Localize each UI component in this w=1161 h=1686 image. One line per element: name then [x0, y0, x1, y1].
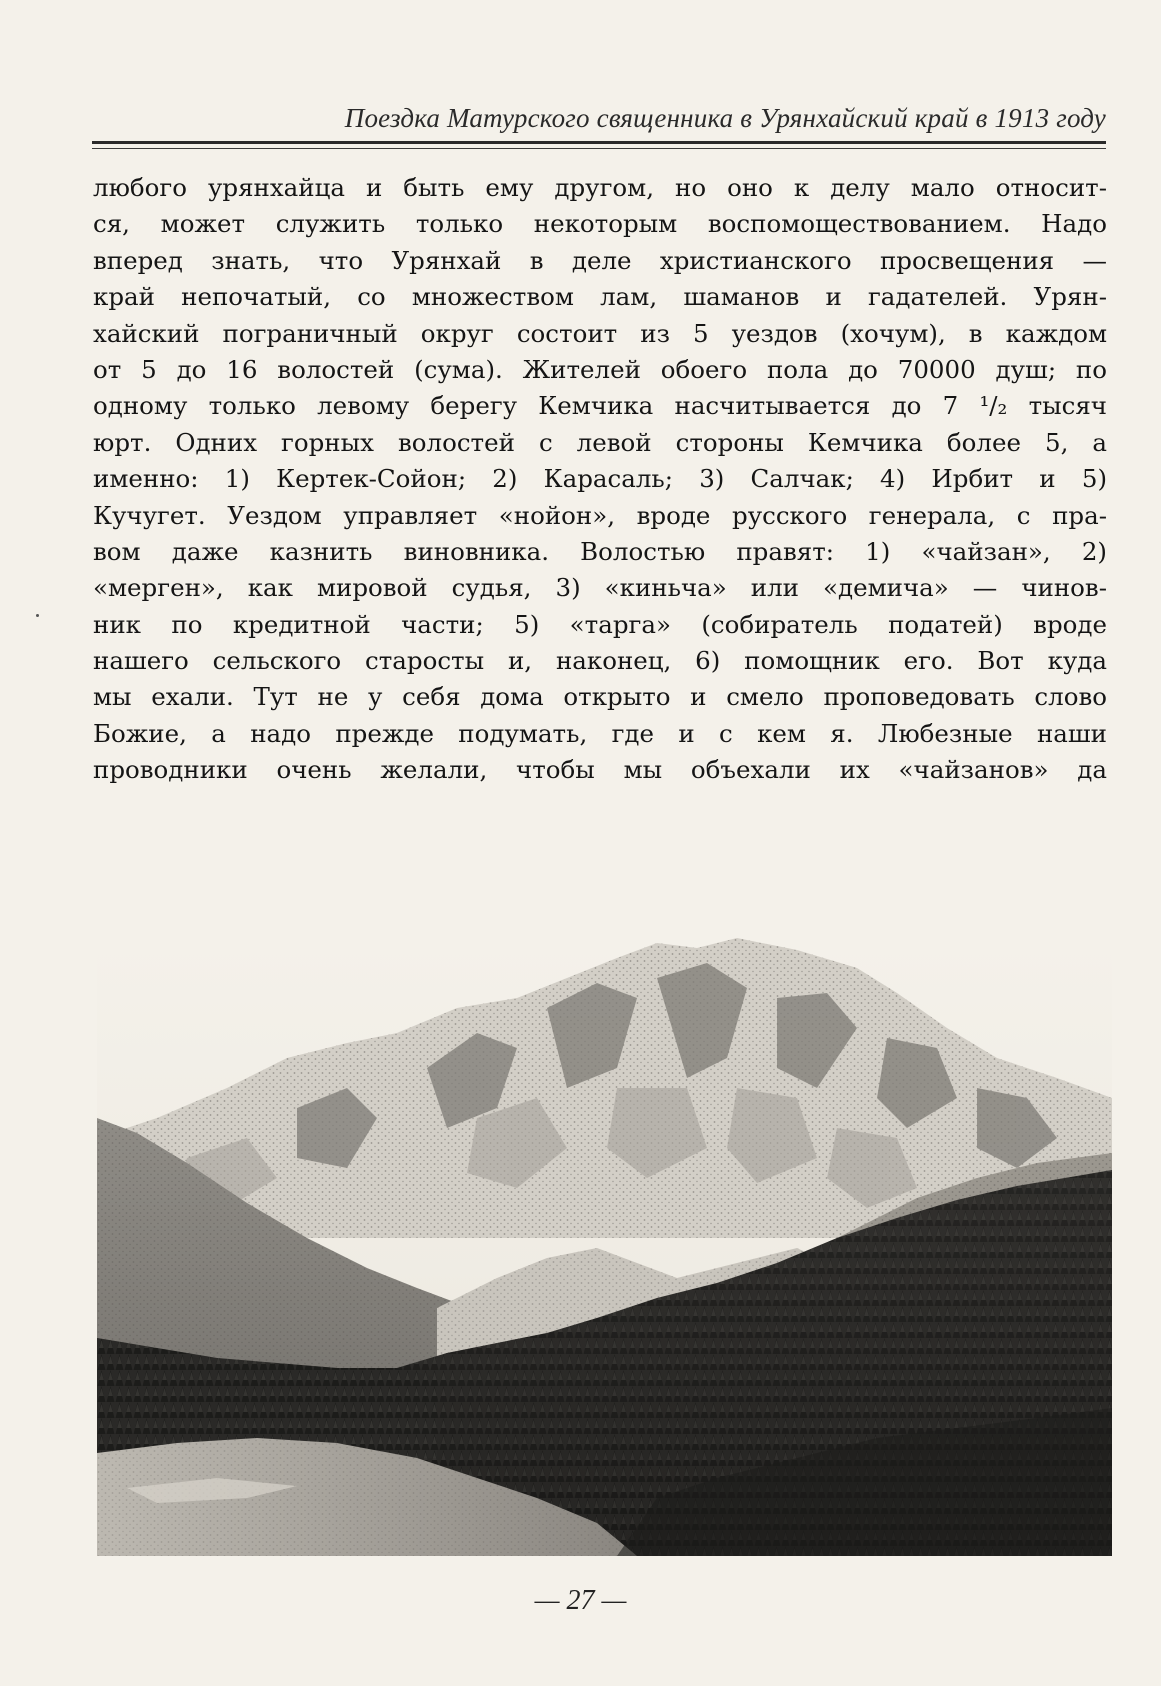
text-line: проводники очень желали, чтобы мы объехали их «чайзанов» да	[93, 755, 1107, 785]
text-line: любого урянхайца и быть ему другом, но оно к делу мало относит-	[93, 173, 1107, 202]
header-rule-thin	[92, 148, 1106, 149]
text-line: Божие, а надо прежде подумать, где и с кем я. Любезные наши	[93, 718, 1107, 748]
text-line: ся, может служить только некоторым воспомоществованием. Надо	[93, 209, 1107, 239]
mountain-landscape-photo	[97, 938, 1112, 1556]
text-line: ник по кредитной части; 5) «тарга» (собиратель податей) вроде	[93, 609, 1107, 639]
text-line: край непочатый, со множеством лам, шаманов и гадателей. Урян-	[93, 282, 1107, 312]
body-text	[93, 170, 1107, 789]
margin-speck	[36, 614, 39, 617]
text-line: вом даже казнить виновника. Волостью правят: 1) «чайзан», 2)	[93, 536, 1107, 566]
text-line: мы ехали. Тут не у себя дома открыто и смело проповедовать слово	[93, 682, 1107, 712]
text-line: юрт. Одних горных волостей с левой стороны Кемчика более 5, а	[93, 427, 1107, 457]
mountain-photo-illustration	[97, 938, 1112, 1556]
text-line: вперед знать, что Урянхай в деле христианского просвещения —	[93, 245, 1107, 275]
running-head: Поездка Матурского священника в Урянхайский край в 1913 году	[344, 103, 1106, 133]
text-line: Кучугет. Уездом управляет «нойон», вроде русского генерала, с пра-	[93, 500, 1107, 530]
text-line: от 5 до 16 волостей (сума). Жителей обоего пола до 70000 душ; по	[93, 354, 1107, 384]
text-line: именно: 1) Кертек-Сойон; 2) Карасаль; 3) Салчак; 4) Ирбит и 5)	[93, 464, 1107, 494]
text-line: хайский пограничный округ состоит из 5 уездов (хочум), в каждом	[93, 318, 1107, 348]
page-number: — 27 —	[534, 1585, 627, 1616]
header-rule-thick	[92, 141, 1106, 144]
text-line: одному только левому берегу Кемчика насчитывается до 7 ¹/₂ тысяч	[93, 391, 1107, 421]
text-line: нашего сельского старосты и, наконец, 6) помощник его. Вот куда	[93, 646, 1107, 676]
text-line: «мерген», как мировой судья, 3) «киньча» или «демича» — чинов-	[93, 573, 1107, 603]
